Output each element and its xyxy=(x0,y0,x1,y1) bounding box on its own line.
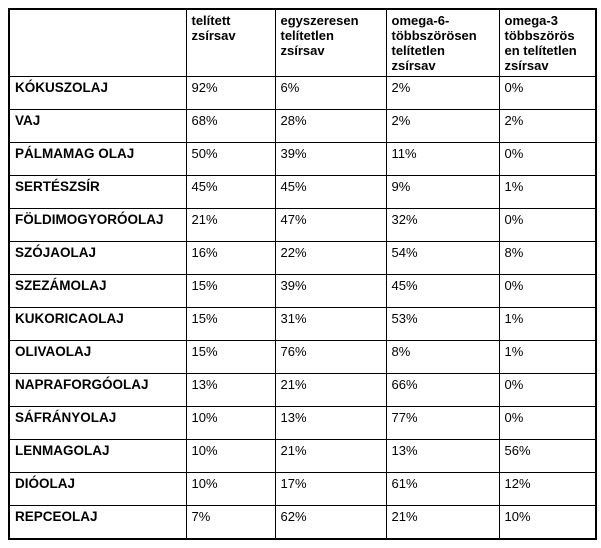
cell-value: 47% xyxy=(275,209,386,242)
cell-value: 0% xyxy=(499,374,596,407)
table-row xyxy=(9,176,596,209)
fat-composition-table xyxy=(8,8,597,540)
cell-value: 66% xyxy=(386,374,499,407)
row-label: SÁFRÁNYOLAJ xyxy=(9,407,186,440)
cell-value: 13% xyxy=(275,407,386,440)
cell-value: 15% xyxy=(186,275,275,308)
table-row xyxy=(9,473,596,506)
cell-value: 2% xyxy=(386,110,499,143)
cell-value: 39% xyxy=(275,143,386,176)
cell-value: 16% xyxy=(186,242,275,275)
cell-value: 6% xyxy=(275,77,386,110)
column-header-omega-3: omega-3 többszörös en telítetlen zsírsav xyxy=(499,9,596,77)
cell-value: 12% xyxy=(499,473,596,506)
row-label: NAPRAFORGÓOLAJ xyxy=(9,374,186,407)
cell-value: 21% xyxy=(275,374,386,407)
cell-value: 0% xyxy=(499,407,596,440)
cell-value: 2% xyxy=(499,110,596,143)
cell-value: 21% xyxy=(186,209,275,242)
row-label: OLIVAOLAJ xyxy=(9,341,186,374)
cell-value: 8% xyxy=(386,341,499,374)
cell-value: 62% xyxy=(275,506,386,539)
cell-value: 39% xyxy=(275,275,386,308)
cell-value: 2% xyxy=(386,77,499,110)
row-label: LENMAGOLAJ xyxy=(9,440,186,473)
table-row xyxy=(9,506,596,539)
cell-value: 13% xyxy=(186,374,275,407)
cell-value: 50% xyxy=(186,143,275,176)
table-row xyxy=(9,77,596,110)
cell-value: 7% xyxy=(186,506,275,539)
cell-value: 0% xyxy=(499,143,596,176)
cell-value: 17% xyxy=(275,473,386,506)
table-row xyxy=(9,143,596,176)
cell-value: 0% xyxy=(499,77,596,110)
row-label: KUKORICAOLAJ xyxy=(9,308,186,341)
cell-value: 45% xyxy=(386,275,499,308)
cell-value: 32% xyxy=(386,209,499,242)
cell-value: 68% xyxy=(186,110,275,143)
row-label: KÓKUSZOLAJ xyxy=(9,77,186,110)
table-row xyxy=(9,341,596,374)
column-header-egyszeresen-telitetlen: egyszeresen telítetlen zsírsav xyxy=(275,9,386,77)
cell-value: 0% xyxy=(499,275,596,308)
table-row xyxy=(9,209,596,242)
cell-value: 10% xyxy=(186,440,275,473)
cell-value: 1% xyxy=(499,176,596,209)
cell-value: 10% xyxy=(186,407,275,440)
cell-value: 13% xyxy=(386,440,499,473)
cell-value: 61% xyxy=(386,473,499,506)
cell-value: 15% xyxy=(186,308,275,341)
row-label: SZÓJAOLAJ xyxy=(9,242,186,275)
cell-value: 56% xyxy=(499,440,596,473)
column-header-omega-6: omega-6- többszörösen telítetlen zsírsav xyxy=(386,9,499,77)
cell-value: 9% xyxy=(386,176,499,209)
table-row xyxy=(9,374,596,407)
row-label: SZEZÁMOLAJ xyxy=(9,275,186,308)
cell-value: 10% xyxy=(186,473,275,506)
table-row xyxy=(9,308,596,341)
cell-value: 45% xyxy=(275,176,386,209)
cell-value: 1% xyxy=(499,308,596,341)
row-label: REPCEOLAJ xyxy=(9,506,186,539)
row-label: VAJ xyxy=(9,110,186,143)
table-row xyxy=(9,275,596,308)
row-label: PÁLMAMAG OLAJ xyxy=(9,143,186,176)
row-label: SERTÉSZSÍR xyxy=(9,176,186,209)
cell-value: 21% xyxy=(386,506,499,539)
cell-value: 22% xyxy=(275,242,386,275)
cell-value: 10% xyxy=(499,506,596,539)
table-row xyxy=(9,440,596,473)
cell-value: 54% xyxy=(386,242,499,275)
cell-value: 31% xyxy=(275,308,386,341)
cell-value: 15% xyxy=(186,341,275,374)
cell-value: 21% xyxy=(275,440,386,473)
column-header-telitett-zsirsav: telített zsírsav xyxy=(186,9,275,77)
cell-value: 53% xyxy=(386,308,499,341)
row-label: FÖLDIMOGYORÓOLAJ xyxy=(9,209,186,242)
corner-cell xyxy=(9,9,186,77)
cell-value: 1% xyxy=(499,341,596,374)
cell-value: 45% xyxy=(186,176,275,209)
cell-value: 92% xyxy=(186,77,275,110)
cell-value: 77% xyxy=(386,407,499,440)
header-row xyxy=(9,9,596,77)
table-row xyxy=(9,110,596,143)
cell-value: 76% xyxy=(275,341,386,374)
cell-value: 11% xyxy=(386,143,499,176)
row-label: DIÓOLAJ xyxy=(9,473,186,506)
table-row xyxy=(9,242,596,275)
cell-value: 0% xyxy=(499,209,596,242)
cell-value: 28% xyxy=(275,110,386,143)
cell-value: 8% xyxy=(499,242,596,275)
table-row xyxy=(9,407,596,440)
